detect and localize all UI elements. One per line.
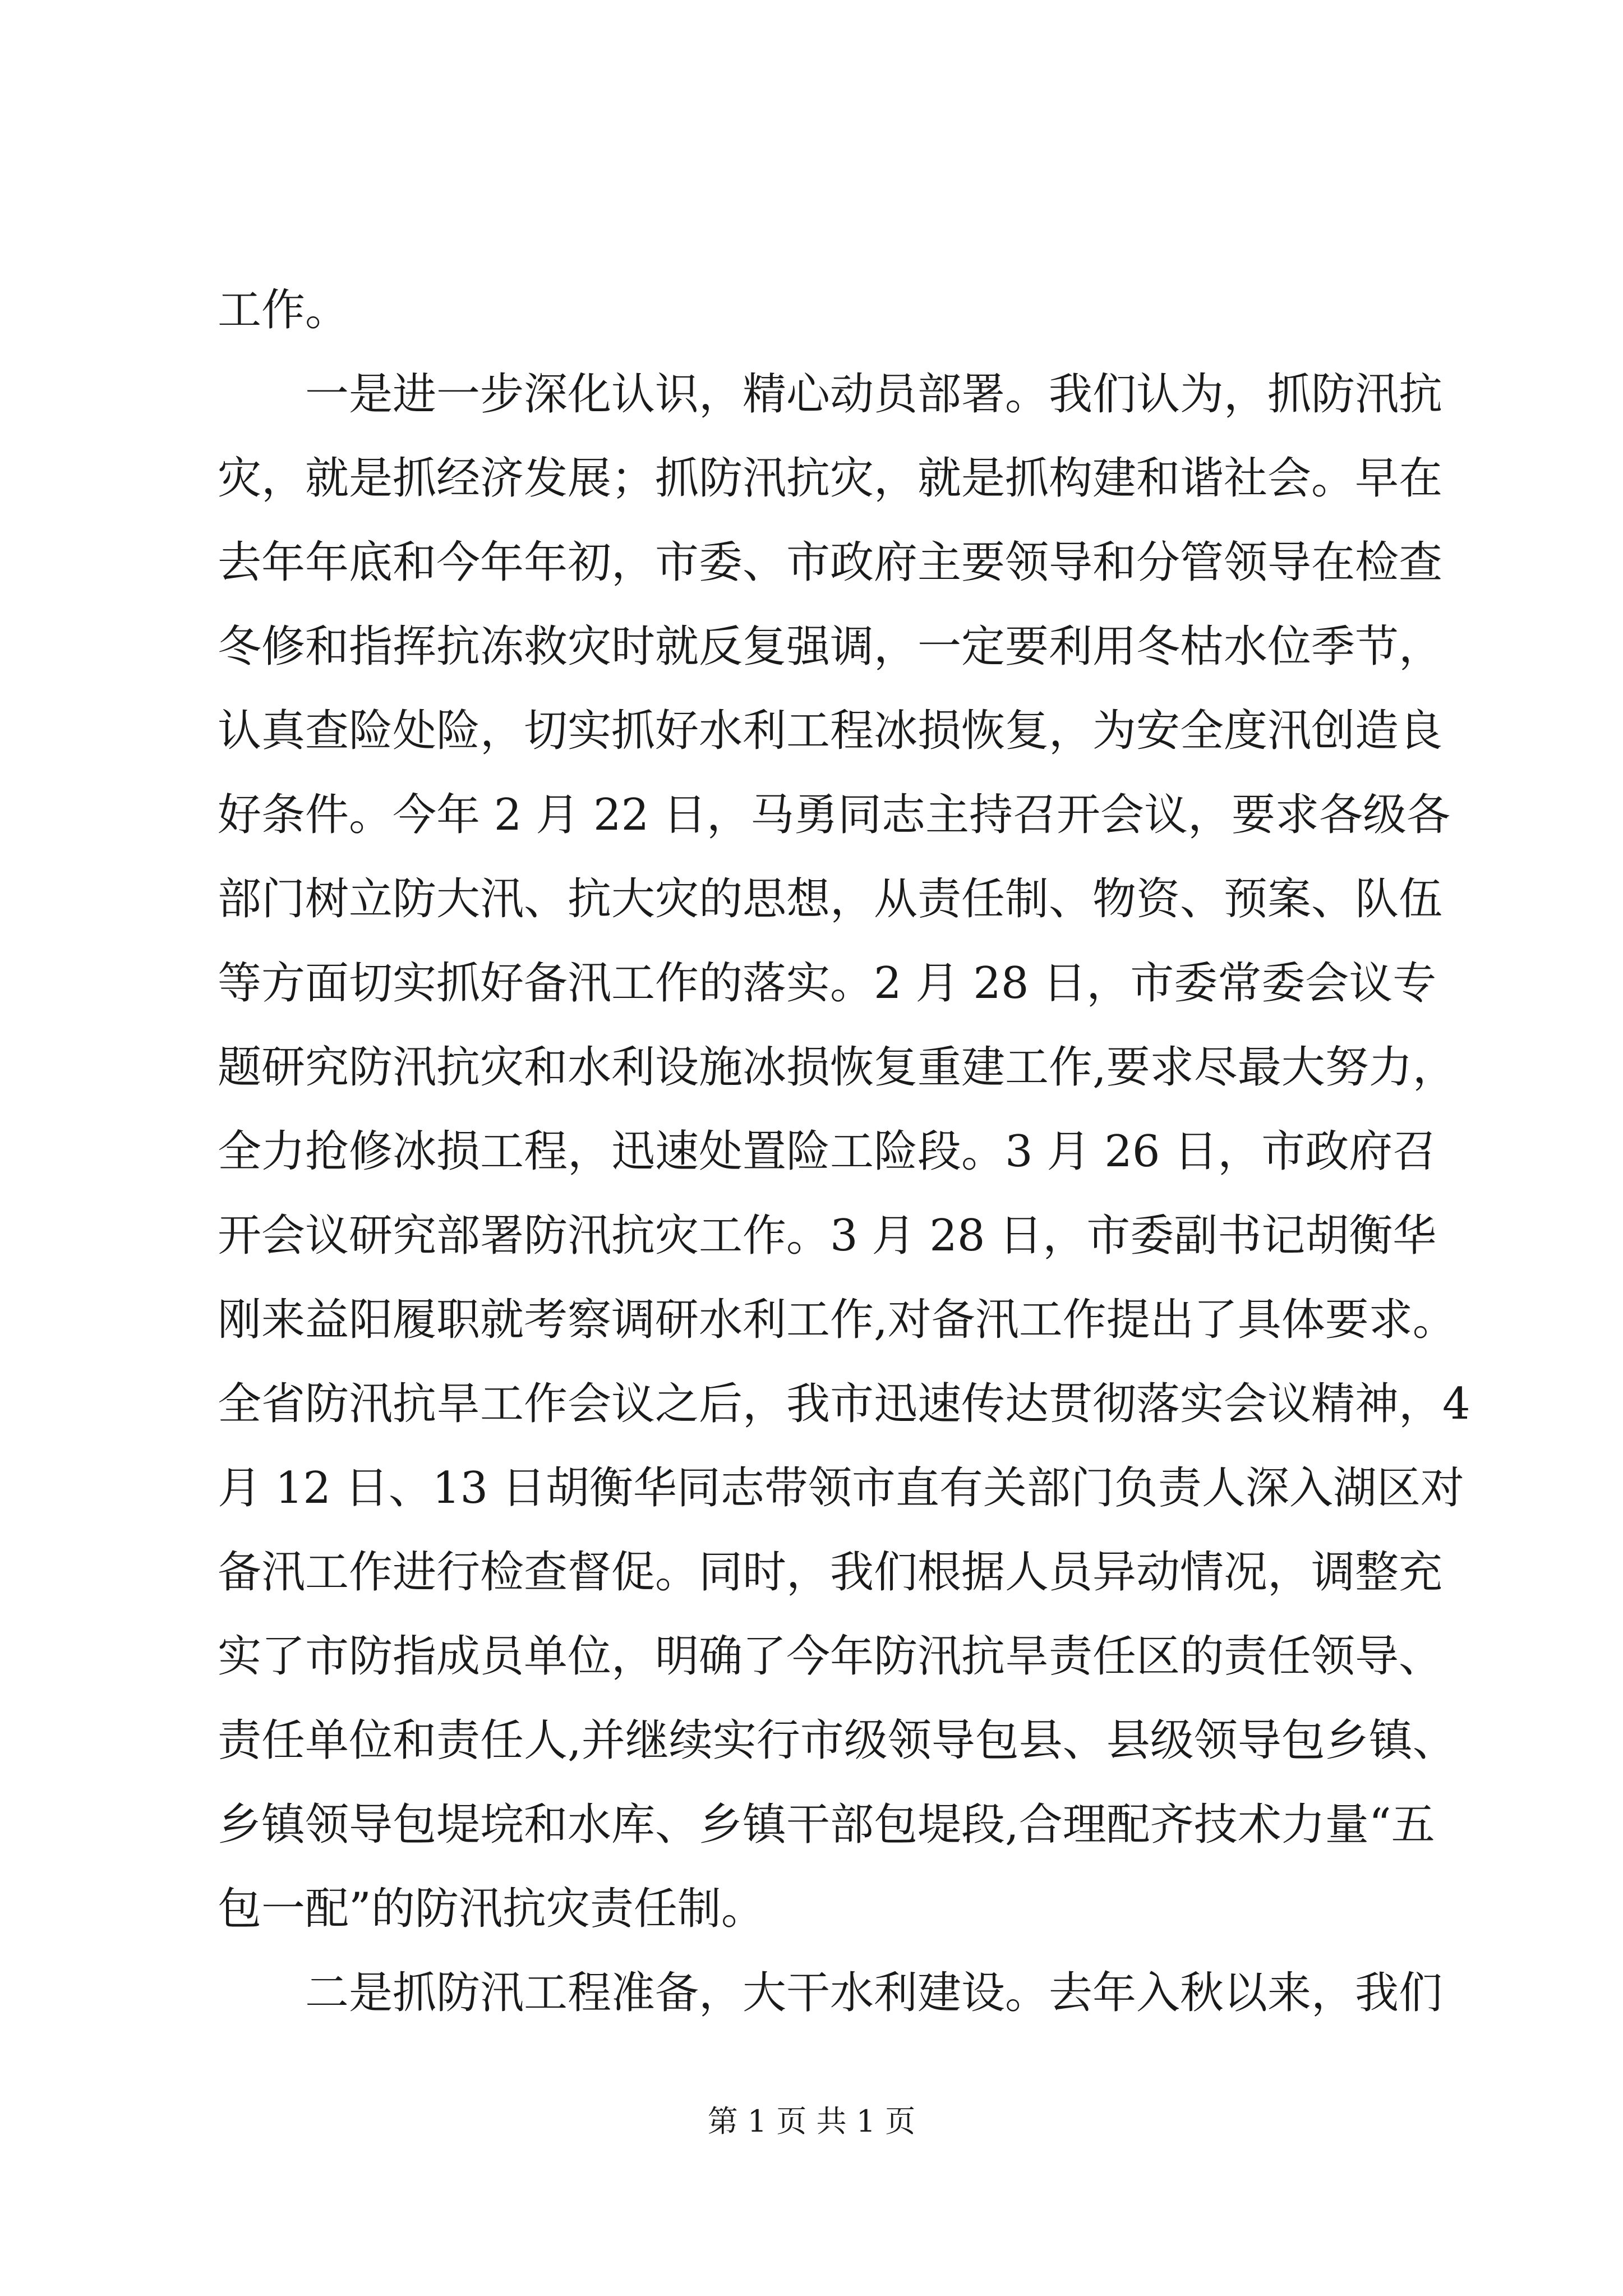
paragraph-line: 责任单位和责任人,并继续实行市级领导包县、县级领导包乡镇、: [218, 1715, 1456, 1766]
paragraph-line: 实了市防指成员单位，明确了今年防汛抗旱责任区的责任领导、: [218, 1631, 1443, 1682]
paragraph-line: 包一配”的防汛抗灾责任制。: [218, 1884, 765, 1934]
paragraph-line: 去年年底和今年年初，市委、市政府主要领导和分管领导在检查: [218, 537, 1443, 588]
paragraph-line: 全省防汛抗旱工作会议之后，我市迅速传达贯彻落实会议精神，4: [218, 1379, 1470, 1429]
paragraph-line: 认真查险处险，切实抓好水利工程冰损恢复，为安全度汛创造良: [218, 706, 1443, 756]
paragraph-line: 等方面切实抓好备汛工作的落实。2 月 28 日，市委常委会议专: [218, 958, 1437, 1009]
paragraph-line: 乡镇领导包堤垸和水库、乡镇干部包堤段,合理配齐技术力量“五: [218, 1800, 1435, 1850]
page-footer: 第 1 页 共 1 页: [707, 2104, 916, 2139]
paragraph-line: 月 12 日、13 日胡衡华同志带领市直有关部门负责人深入湖区对: [218, 1463, 1464, 1513]
paragraph-line: 部门树立防大汛、抗大灾的思想，从责任制、物资、预案、队伍: [218, 874, 1443, 924]
paragraph-line: 一是进一步深化认识，精心动员部署。我们认为，抓防汛抗: [305, 369, 1443, 420]
paragraph-line: 工作。: [218, 285, 349, 335]
paragraph-line: 备汛工作进行检查督促。同时，我们根据人员异动情况，调整充: [218, 1547, 1443, 1598]
paragraph-line: 刚来益阳履职就考察调研水利工作,对备汛工作提出了具体要求。: [218, 1295, 1456, 1345]
paragraph-line: 全力抢修冰损工程，迅速处置险工险段。3 月 26 日，市政府召: [218, 1126, 1437, 1177]
paragraph-line: 好条件。今年 2 月 22 日，马勇同志主持召开会议，要求各级各: [218, 790, 1451, 840]
paragraph-line: 二是抓防汛工程准备，大干水利建设。去年入秋以来，我们: [305, 1968, 1443, 2018]
paragraph-line: 灾，就是抓经济发展；抓防汛抗灾，就是抓构建和谐社会。早在: [218, 453, 1443, 504]
paragraph-line: 题研究防汛抗灾和水利设施冰损恢复重建工作,要求尽最大努力，: [218, 1042, 1456, 1093]
paragraph-line: 开会议研究部署防汛抗灾工作。3 月 28 日，市委副书记胡衡华: [218, 1211, 1437, 1261]
paragraph-line: 冬修和指挥抗冻救灾时就反复强调，一定要利用冬枯水位季节，: [218, 622, 1443, 672]
document-body: [218, 268, 1470, 2035]
